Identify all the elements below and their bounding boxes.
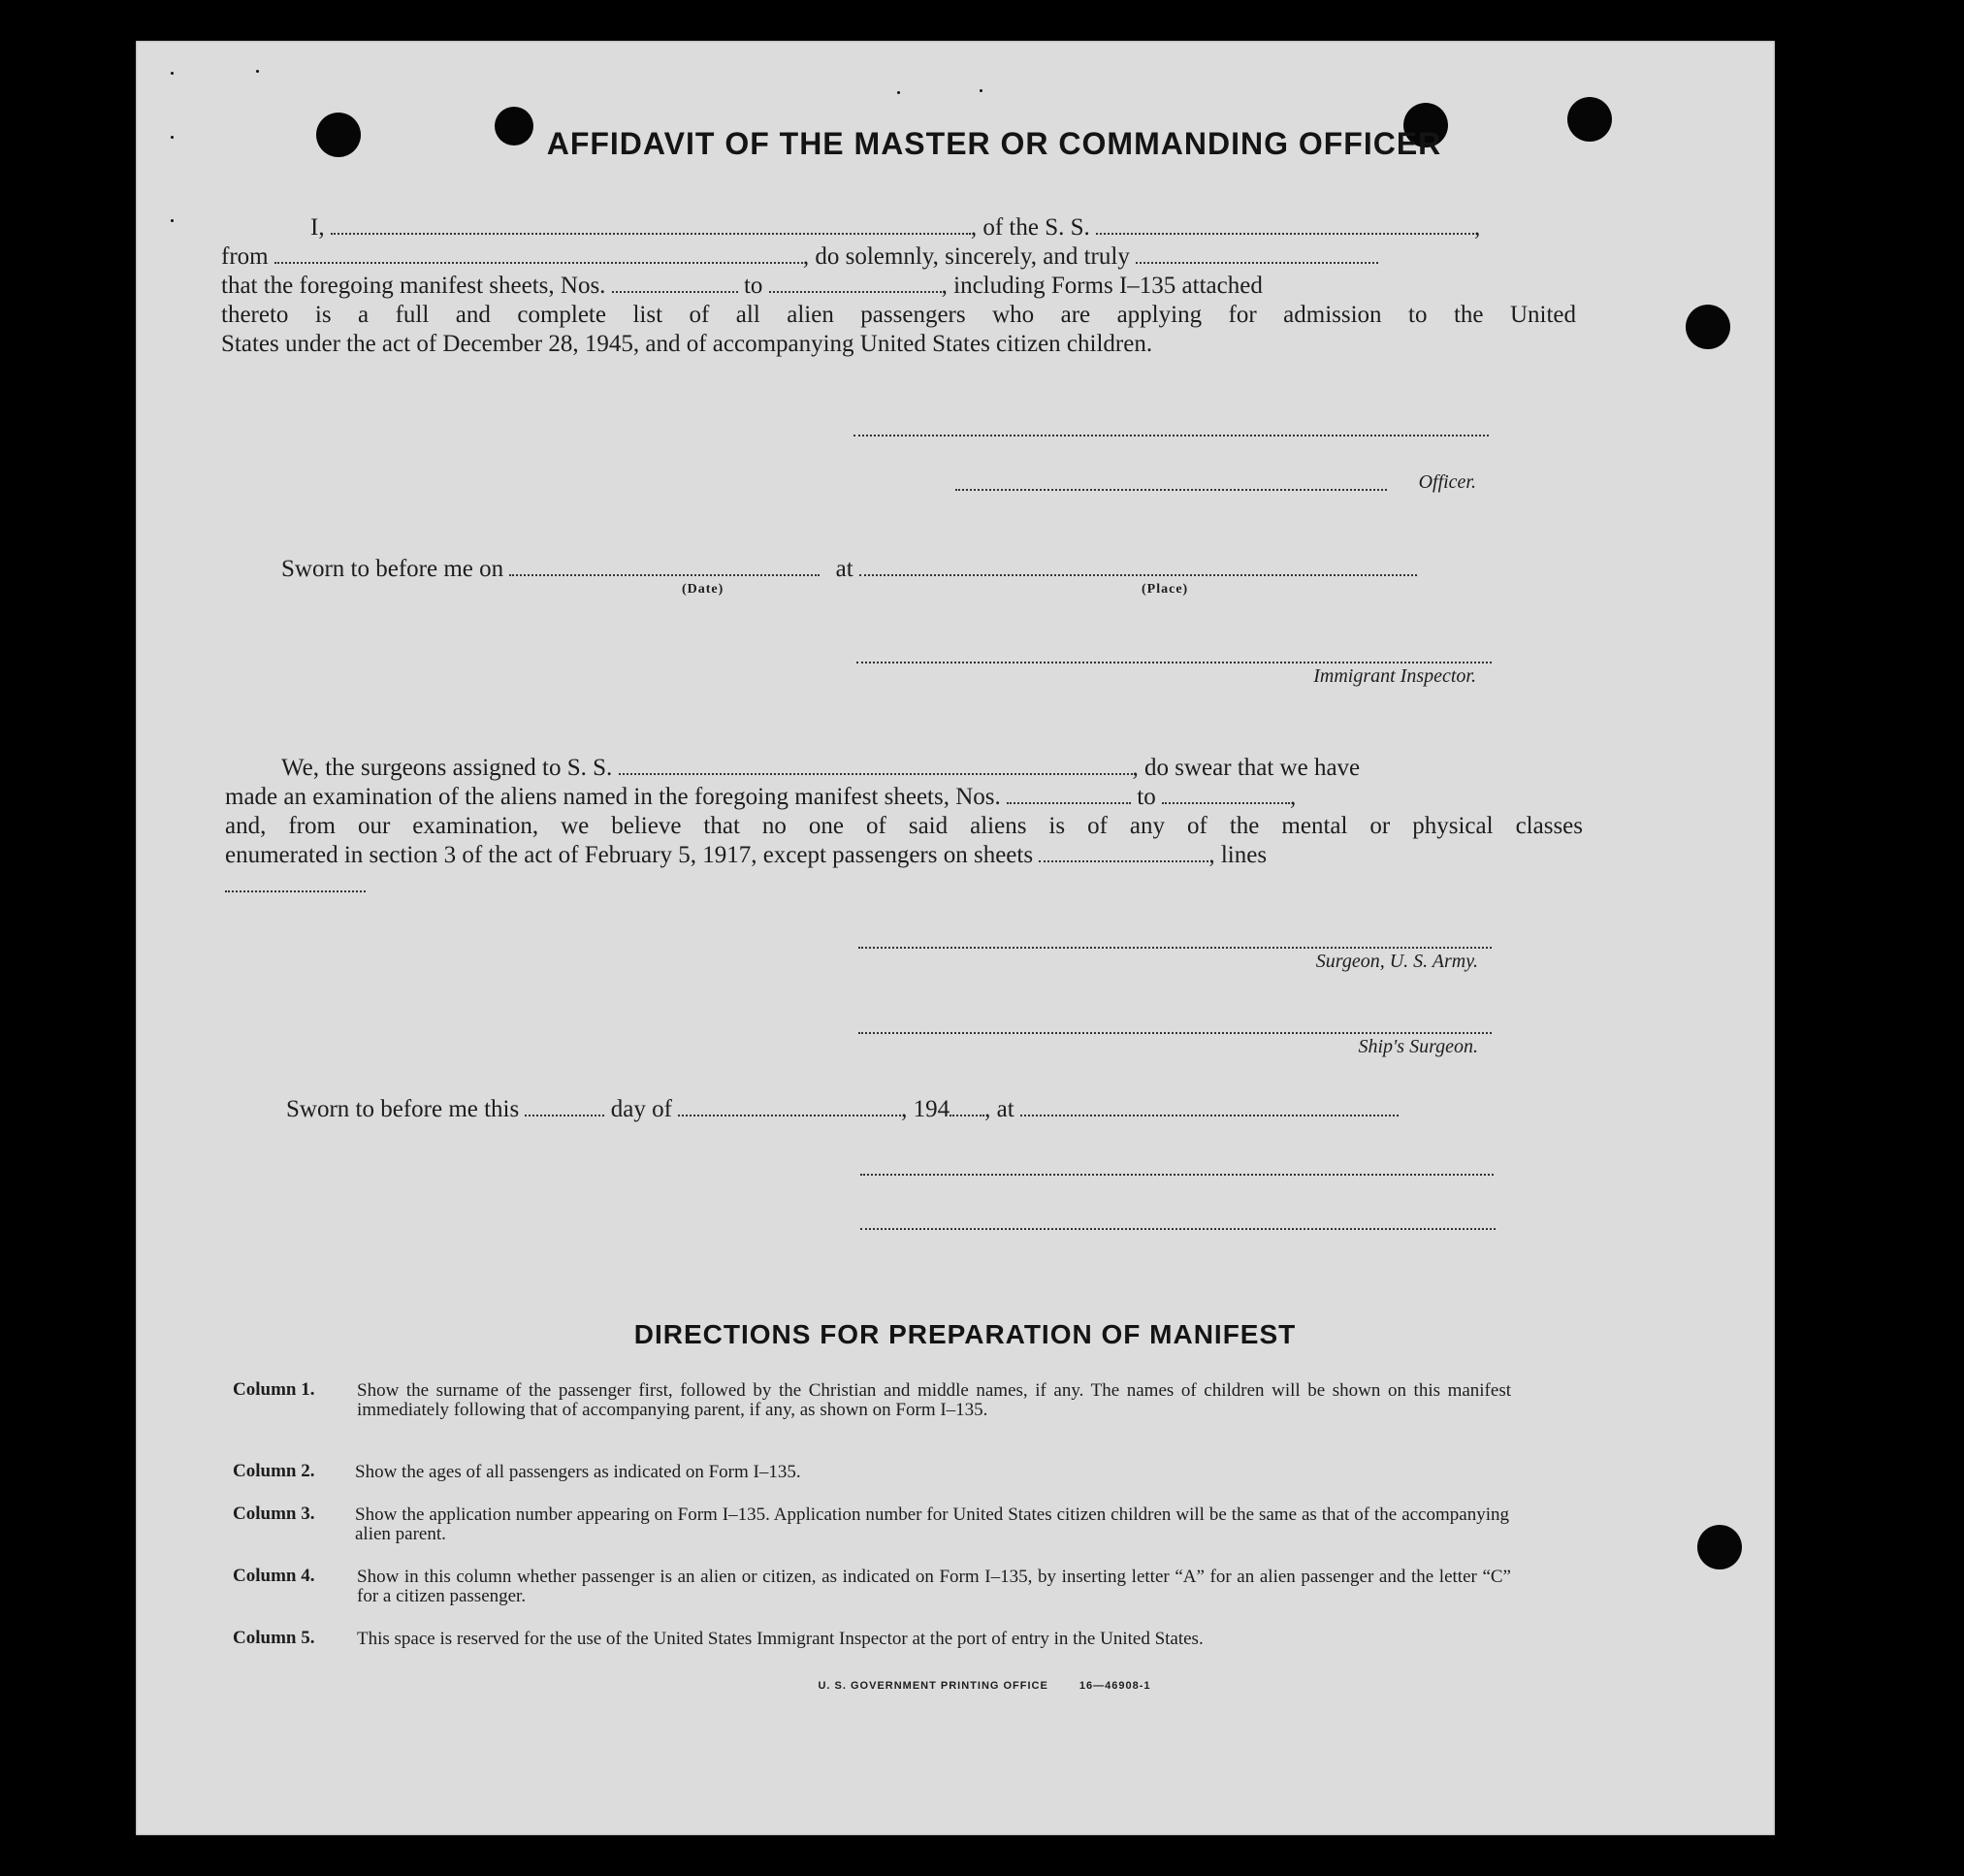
exam-sheets-from-field[interactable] — [1007, 783, 1131, 804]
officer-label: Officer. — [1418, 471, 1476, 493]
inspector-signature-line[interactable] — [856, 660, 1492, 663]
sworn-line-2: Sworn to before me this day of , 194 , at — [286, 1095, 1644, 1124]
sworn-day-field[interactable] — [525, 1095, 604, 1116]
sworn-date-field[interactable] — [509, 555, 820, 576]
except-sheets-field[interactable] — [1039, 841, 1208, 862]
direction-text-1: Show the surname of the passenger first, followed by the Christian and middle names, if any. The names of children will be shown on this manifest immediately following that of accompanying parent, if any, as shown on Form I–135. — [357, 1380, 1511, 1420]
ship-surgeon-label: Ship's Surgeon. — [1358, 1036, 1478, 1057]
sheets-from-field[interactable] — [612, 272, 738, 293]
punch-hole — [1697, 1525, 1742, 1569]
sworn-place-field[interactable] — [859, 555, 1417, 576]
form-page — [136, 41, 1775, 1835]
surgeons-line-3: and, from our examination, we believe that no one of said aliens is of any of the mental or physical classes — [225, 813, 1583, 839]
surgeons-line-2: made an examination of the aliens named in the foregoing manifest sheets, Nos. to , — [225, 784, 1297, 810]
direction-label-1: Column 1. — [233, 1379, 315, 1400]
surgeons-line-1: We, the surgeons assigned to S. S. , do swear that we have — [281, 755, 1361, 781]
officer-signature-line[interactable] — [853, 433, 1489, 437]
direction-label-4: Column 4. — [233, 1566, 315, 1586]
swear-field[interactable] — [1136, 243, 1378, 264]
affidavit-title: AFFIDAVIT OF THE MASTER OR COMMANDING OFFICER — [546, 126, 1442, 161]
date-label: (Date) — [682, 582, 724, 597]
ship-surgeon-signature-line[interactable] — [858, 1030, 1492, 1034]
sworn-signature-line-1[interactable] — [860, 1172, 1494, 1176]
from-port-field[interactable] — [274, 243, 803, 264]
exam-sheets-to-field[interactable] — [1162, 783, 1290, 804]
master-name-field[interactable] — [331, 213, 971, 235]
punch-hole — [1686, 305, 1730, 349]
surgeons-line-4: enumerated in section 3 of the act of February 5, 1917, except passengers on sheets , lines — [225, 842, 1268, 868]
affidavit-line-1: I, , of the S. S. , — [310, 214, 1481, 241]
direction-text-3: Show the application number appearing on Form I–135. Application number for United States citizen children will be the same as that of the accompanying alien parent. — [355, 1504, 1509, 1544]
affidavit-line-2: from , do solemnly, sincerely, and truly — [221, 243, 1574, 272]
sworn-signature-line-2[interactable] — [860, 1226, 1496, 1230]
ship-name-field[interactable] — [1096, 213, 1474, 235]
army-surgeon-signature-line[interactable] — [858, 945, 1492, 949]
sworn-year-field[interactable] — [950, 1095, 984, 1116]
surgeon-ship-field[interactable] — [619, 754, 1133, 775]
affidavit-line-3: that the foregoing manifest sheets, Nos. to , including Forms I–135 attached — [221, 273, 1263, 299]
inspector-label: Immigrant Inspector. — [1313, 665, 1476, 687]
printer-footer: U. S. GOVERNMENT PRINTING OFFICE 16—46908-1 — [818, 1680, 1151, 1692]
direction-text-5: This space is reserved for the use of the United States Immigrant Inspector at the port of entry in the United States. — [357, 1629, 1204, 1649]
direction-text-4: Show in this column whether passenger is an alien or citizen, as indicated on Form I–135, by inserting letter “A” for an alien passenger and the letter “C” for a citizen passenger. — [357, 1567, 1511, 1606]
direction-label-5: Column 5. — [233, 1628, 315, 1648]
direction-label-2: Column 2. — [233, 1461, 315, 1481]
except-lines-field[interactable] — [225, 889, 366, 892]
affidavit-line-4: thereto is a full and complete list of all alien passengers who are applying for admission to the United — [221, 302, 1576, 328]
sworn-month-field[interactable] — [678, 1095, 901, 1116]
officer-title-line[interactable] — [955, 487, 1387, 491]
army-surgeon-label: Surgeon, U. S. Army. — [1315, 951, 1478, 972]
place-label: (Place) — [1142, 582, 1189, 597]
affidavit-line-5: States under the act of December 28, 1945, and of accompanying United States citizen children. — [221, 331, 1153, 357]
direction-label-3: Column 3. — [233, 1504, 315, 1524]
directions-title: DIRECTIONS FOR PREPARATION OF MANIFEST — [633, 1319, 1297, 1349]
sworn-line-1: Sworn to before me on at — [281, 555, 1417, 584]
sheets-to-field[interactable] — [769, 272, 942, 293]
direction-text-2: Show the ages of all passengers as indicated on Form I–135. — [355, 1462, 801, 1482]
sworn-at-field[interactable] — [1020, 1095, 1399, 1116]
